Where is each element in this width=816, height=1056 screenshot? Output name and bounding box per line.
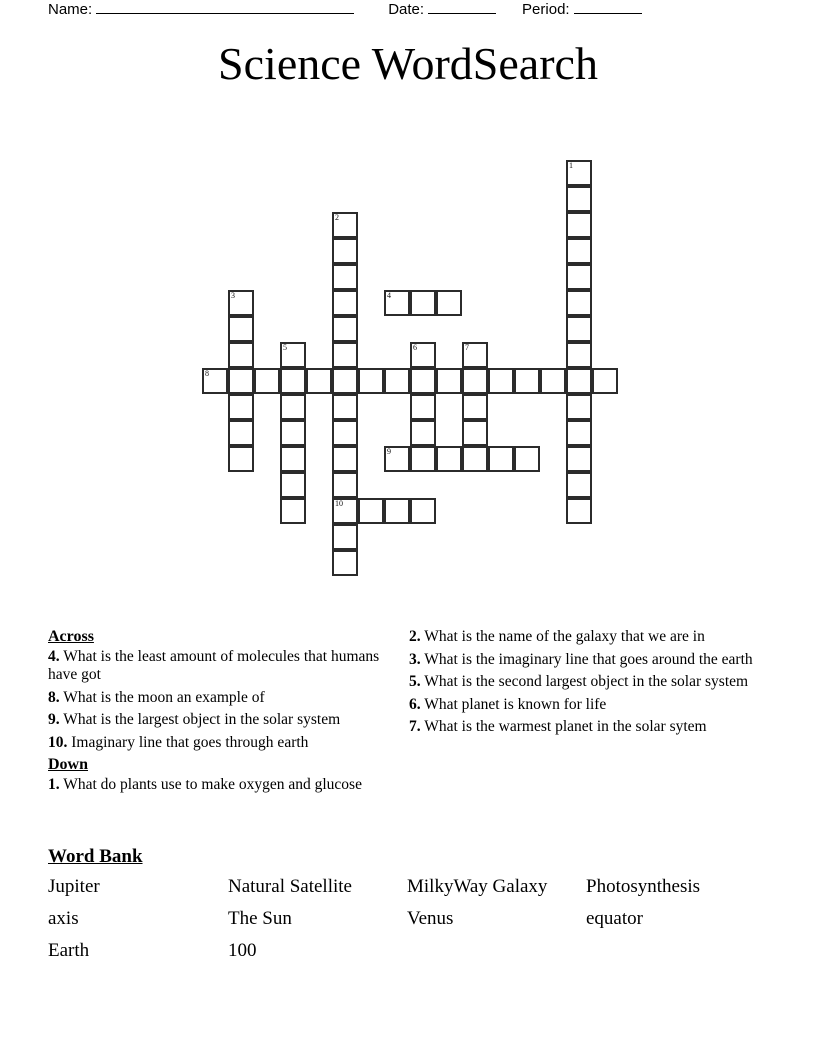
grid-cell[interactable] xyxy=(566,472,592,498)
word-bank-item: Natural Satellite xyxy=(228,876,352,897)
grid-cell[interactable] xyxy=(410,446,436,472)
clue-item-number: 5. xyxy=(409,673,421,690)
clue-number: 1 xyxy=(569,161,573,170)
grid-cell[interactable] xyxy=(332,420,358,446)
grid-cell[interactable] xyxy=(462,394,488,420)
clue-number: 6 xyxy=(413,343,417,352)
grid-cell[interactable] xyxy=(332,212,358,238)
clue-number: 5 xyxy=(283,343,287,352)
clue-number: 10 xyxy=(335,499,343,508)
grid-cell[interactable] xyxy=(566,238,592,264)
grid-cell[interactable] xyxy=(228,368,254,394)
across-clue-list xyxy=(48,648,400,753)
grid-cell[interactable] xyxy=(384,498,410,524)
grid-cell[interactable] xyxy=(566,368,592,394)
grid-cell[interactable] xyxy=(280,368,306,394)
grid-cell[interactable] xyxy=(384,368,410,394)
grid-cell[interactable] xyxy=(566,498,592,524)
grid-cell[interactable] xyxy=(332,446,358,472)
clue-column-right xyxy=(409,628,754,741)
word-bank-item: Venus xyxy=(407,908,454,929)
clue-item-number: 9. xyxy=(48,711,60,728)
grid-cell[interactable] xyxy=(566,420,592,446)
clue-item-text: What is the imaginary line that goes around the earth xyxy=(420,650,753,668)
clue-item-text: What is the largest object in the solar system xyxy=(59,711,341,728)
grid-cell[interactable] xyxy=(358,498,384,524)
clue-item-text: What is the warmest planet in the solar sytem xyxy=(420,718,707,735)
date-label: Date: xyxy=(388,1,425,18)
grid-cell[interactable] xyxy=(332,472,358,498)
clue-item-number: 1. xyxy=(48,775,60,793)
grid-cell[interactable] xyxy=(228,394,254,420)
clue-item-number: 6. xyxy=(409,695,421,713)
word-bank-item: axis xyxy=(48,908,79,929)
grid-cell[interactable] xyxy=(410,420,436,446)
grid-cell[interactable] xyxy=(332,498,358,524)
grid-cell[interactable] xyxy=(566,290,592,316)
word-bank-item: Earth xyxy=(48,940,90,961)
page-title: Science WordSearch xyxy=(218,38,598,89)
grid-cell[interactable] xyxy=(202,368,228,394)
down-clue-list-left xyxy=(48,776,400,795)
clue-item xyxy=(409,673,754,692)
clue-item xyxy=(48,689,400,708)
grid-cell[interactable] xyxy=(540,368,566,394)
clue-item xyxy=(48,734,400,753)
grid-cell[interactable] xyxy=(566,160,592,186)
grid-cell[interactable] xyxy=(332,238,358,264)
grid-cell[interactable] xyxy=(332,524,358,550)
grid-cell[interactable] xyxy=(462,446,488,472)
grid-cell[interactable] xyxy=(566,342,592,368)
grid-cell[interactable] xyxy=(384,446,410,472)
grid-cell[interactable] xyxy=(566,186,592,212)
word-bank-empty xyxy=(407,937,586,965)
word-bank-item: Jupiter xyxy=(48,876,100,897)
clue-item xyxy=(409,718,754,737)
grid-cell[interactable] xyxy=(436,368,462,394)
word-bank-grid xyxy=(48,873,768,965)
clue-item xyxy=(48,648,400,685)
grid-cell[interactable] xyxy=(514,368,540,394)
grid-cell[interactable] xyxy=(566,394,592,420)
clue-item xyxy=(409,651,754,670)
grid-cell[interactable] xyxy=(306,368,332,394)
clue-item-text: What planet is known for life xyxy=(420,695,607,713)
grid-cell[interactable] xyxy=(280,342,306,368)
clue-item-text: What do plants use to make oxygen and glucose xyxy=(59,775,362,793)
grid-cell[interactable] xyxy=(436,290,462,316)
clue-item-number: 8. xyxy=(48,688,60,706)
word-bank-title: Word Bank xyxy=(48,846,143,867)
grid-cell[interactable] xyxy=(280,420,306,446)
across-heading: Across xyxy=(48,628,94,645)
grid-cell[interactable] xyxy=(410,498,436,524)
word-bank-item: The Sun xyxy=(228,908,292,929)
grid-cell[interactable] xyxy=(488,446,514,472)
grid-cell[interactable] xyxy=(514,446,540,472)
grid-cell[interactable] xyxy=(332,368,358,394)
name-label: Name: xyxy=(48,1,93,18)
clue-item-text: What is the least amount of molecules that humans have got xyxy=(48,647,380,683)
clue-item-number: 3. xyxy=(409,650,421,668)
word-bank-item: Photosynthesis xyxy=(586,876,701,897)
clue-item xyxy=(409,696,754,715)
grid-cell[interactable] xyxy=(280,472,306,498)
grid-cell[interactable] xyxy=(462,342,488,368)
grid-cell[interactable] xyxy=(566,446,592,472)
grid-cell[interactable] xyxy=(410,368,436,394)
grid-cell[interactable] xyxy=(280,498,306,524)
clue-item-number: 2. xyxy=(409,628,421,645)
grid-cell[interactable] xyxy=(254,368,280,394)
word-bank-empty xyxy=(586,937,766,965)
grid-cell[interactable] xyxy=(228,420,254,446)
grid-cell[interactable] xyxy=(462,368,488,394)
clue-item-number: 4. xyxy=(48,647,60,665)
grid-cell[interactable] xyxy=(228,316,254,342)
grid-cell[interactable] xyxy=(566,212,592,238)
clue-number: 2 xyxy=(335,213,339,222)
down-clue-list-right xyxy=(409,628,754,737)
down-heading: Down xyxy=(48,756,89,773)
clue-number: 3 xyxy=(231,291,235,300)
word-bank-item: equator xyxy=(586,908,643,929)
clue-item-text: What is the second largest object in the solar system xyxy=(420,673,749,690)
clue-item-number: 7. xyxy=(409,718,421,735)
clue-item-number: 10. xyxy=(48,733,68,751)
word-bank xyxy=(48,846,768,965)
clue-item-text: Imaginary line that goes through earth xyxy=(67,733,309,751)
grid-cell[interactable] xyxy=(280,394,306,420)
clue-item xyxy=(48,776,400,795)
period-label: Period: xyxy=(522,1,570,18)
word-bank-item: MilkyWay Galaxy xyxy=(407,876,548,897)
grid-cell[interactable] xyxy=(488,368,514,394)
clue-item xyxy=(48,711,400,730)
grid-cell[interactable] xyxy=(462,420,488,446)
grid-cell[interactable] xyxy=(332,394,358,420)
grid-cell[interactable] xyxy=(592,368,618,394)
grid-cell[interactable] xyxy=(280,446,306,472)
grid-cell[interactable] xyxy=(384,290,410,316)
grid-cell[interactable] xyxy=(332,264,358,290)
clue-number: 8 xyxy=(205,369,209,378)
grid-cell[interactable] xyxy=(228,342,254,368)
grid-cell[interactable] xyxy=(332,290,358,316)
grid-cell[interactable] xyxy=(410,342,436,368)
grid-cell[interactable] xyxy=(410,290,436,316)
clue-item-text: What is the moon an example of xyxy=(59,688,265,706)
grid-cell[interactable] xyxy=(332,342,358,368)
grid-cell[interactable] xyxy=(228,290,254,316)
clue-number: 7 xyxy=(465,343,469,352)
grid-cell[interactable] xyxy=(228,446,254,472)
grid-cell[interactable] xyxy=(332,316,358,342)
grid-cell[interactable] xyxy=(332,550,358,576)
grid-cell[interactable] xyxy=(566,264,592,290)
clue-number: 9 xyxy=(387,447,391,456)
clue-item-text: What is the name of the galaxy that we are in xyxy=(420,628,705,645)
clue-item xyxy=(409,628,754,647)
grid-cell[interactable] xyxy=(358,368,384,394)
grid-cell[interactable] xyxy=(436,446,462,472)
word-bank-item: 100 xyxy=(228,940,257,961)
grid-cell[interactable] xyxy=(410,394,436,420)
clue-column-left xyxy=(48,628,400,798)
clue-number: 4 xyxy=(387,291,391,300)
grid-cell[interactable] xyxy=(566,316,592,342)
